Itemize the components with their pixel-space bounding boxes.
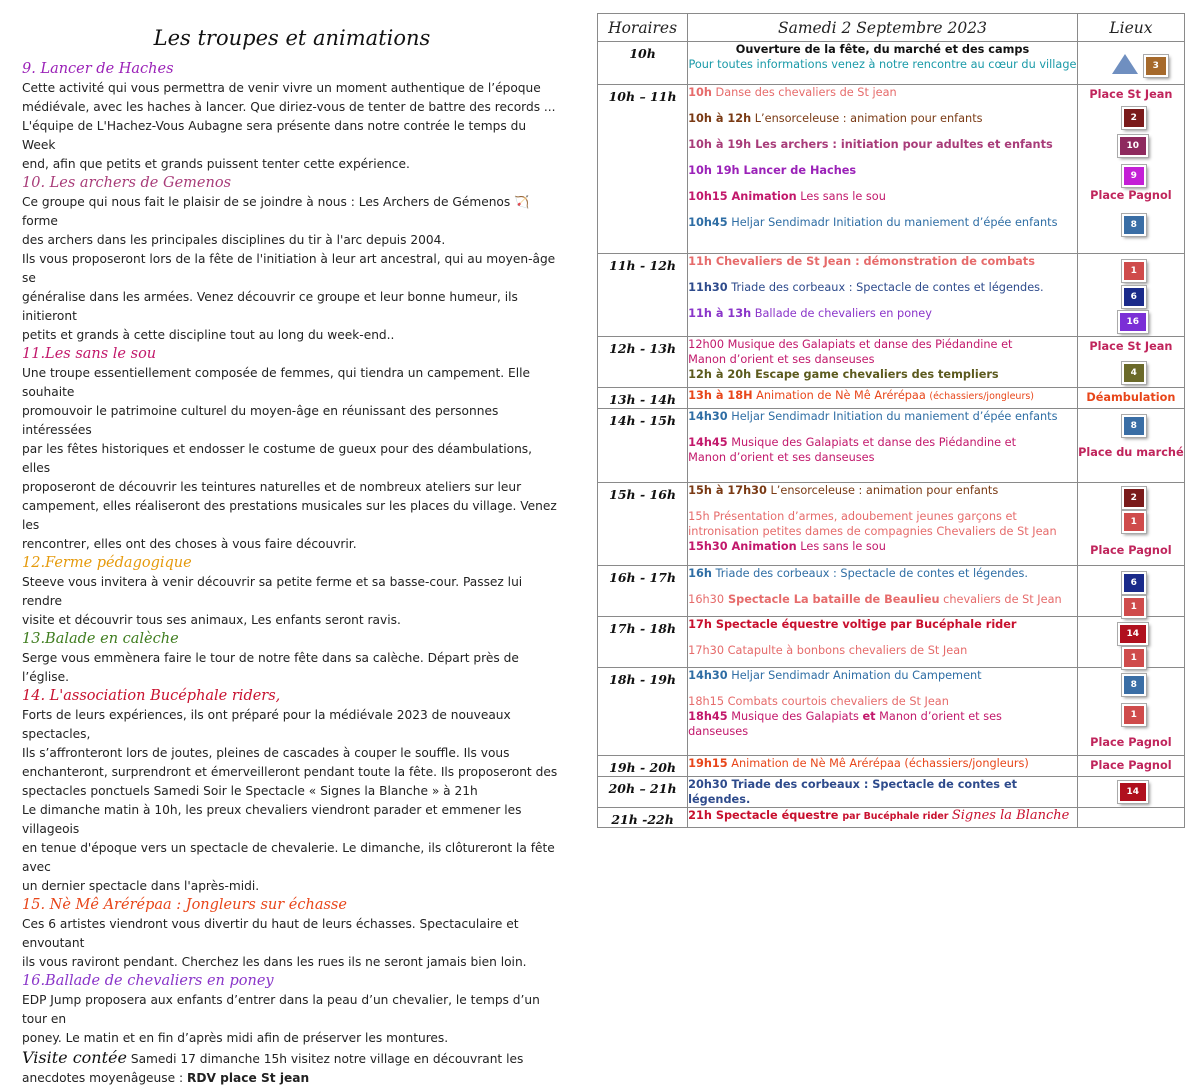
time-slot: 10h – 11h xyxy=(598,85,688,254)
event-text: 10h à 12h xyxy=(688,112,752,125)
event-text: Triade des corbeaux : Spectacle de contes et légendes. xyxy=(711,567,1028,580)
event-text: 11h Chevaliers de St Jean : démonstration de combats xyxy=(688,255,1035,268)
lieu-label: Place St Jean xyxy=(1089,340,1173,353)
event-line xyxy=(688,509,1077,524)
location-number-badge: 6 xyxy=(1122,572,1146,594)
section-line: en tenue d'époque vers un spectacle de chevalerie. Le dimanche, ils clôtureront la fête avec xyxy=(22,841,555,874)
event-text: 10h15 Animation xyxy=(688,190,797,203)
event-line xyxy=(688,694,1077,709)
event-text: 17h Spectacle équestre voltige par Bucéphale rider xyxy=(688,618,1017,631)
section-line: Ces 6 artistes viendront vous divertir du haut de leurs échasses. Spectaculaire et envoutant xyxy=(22,917,519,950)
event-text: Heljar Sendimadr Initiation du maniement d’épée enfants xyxy=(727,410,1058,423)
schedule-row xyxy=(598,808,1185,828)
schedule-table xyxy=(597,13,1185,828)
events-cell xyxy=(688,85,1078,254)
event-text: 13h à 18H xyxy=(688,389,753,402)
time-slot: 19h - 20h xyxy=(598,756,688,777)
event-text: 15h à 17h30 xyxy=(688,484,767,497)
event-line xyxy=(688,450,1077,465)
event-text: Musique des Galapiats et danse des Piédandine et xyxy=(727,436,1017,449)
event-text: Danse des chevaliers de St jean xyxy=(711,86,897,99)
section-line: Steeve vous invitera à venir découvrir sa petite ferme et sa basse-cour. Passez lui rendre xyxy=(22,575,523,608)
event-line xyxy=(688,337,1077,352)
schedule-row xyxy=(598,668,1185,756)
location-number-badge: 14 xyxy=(1118,781,1148,803)
section-line: Cette activité qui vous permettra de venir vivre un moment authentique de l’époque xyxy=(22,81,541,95)
schedule-row xyxy=(598,756,1185,777)
time-slot: 13h - 14h xyxy=(598,388,688,409)
event-text: chevaliers de St Jean xyxy=(939,593,1062,606)
event-text: 15h30 Animation xyxy=(688,540,797,553)
lieu-label: Place Pagnol xyxy=(1090,736,1172,749)
section-line: EDP Jump proposera aux enfants d’entrer dans la peau d’un chevalier, le temps d’un tour en xyxy=(22,993,540,1026)
event-text: 18h45 xyxy=(688,710,728,723)
section-line: Ils s’affronteront lors de joutes, pleines de cascades à couper le souffle. Ils vous xyxy=(22,746,510,760)
event-text: 10h 19h Lancer de Haches xyxy=(688,164,857,177)
event-line xyxy=(688,352,1077,367)
event-text: Présentation d’armes, adoubement jeunes garçons et xyxy=(709,510,1017,523)
lieu-cell xyxy=(1077,483,1184,566)
header-lieux: Lieux xyxy=(1077,14,1184,42)
section-line: L'équipe de L'Hachez-Vous Aubagne sera présente dans notre contrée le temps du Week xyxy=(22,119,527,152)
section-line: poney. Le matin et en fin d’après midi afin de préserver les montures. xyxy=(22,1031,449,1045)
section-line: Le dimanche matin à 10h, les preux chevaliers viendront parader et emmener les villageois xyxy=(22,803,522,836)
section-title: 10. Les archers de Gemenos xyxy=(22,175,232,191)
location-number-badge: 9 xyxy=(1122,165,1146,187)
event-line xyxy=(688,668,1077,683)
event-line xyxy=(688,539,1077,554)
event-text: 15h xyxy=(688,510,710,523)
event-text: Manon d’orient et ses xyxy=(875,710,1002,723)
event-text: 16h xyxy=(688,567,712,580)
section-line: médiévale, avec les haches à lancer. Que diriez-vous de tenter de battre des records ... xyxy=(22,100,556,114)
event-text: Heljar Sendimadr Initiation du maniement d’épée enfants xyxy=(727,216,1058,229)
page-title: Les troupes et animations xyxy=(153,26,431,50)
section-line: enchanteront, surprendront et émerveilleront pendant toute la fête. Ils proposeront des xyxy=(22,765,558,779)
event-text: et xyxy=(862,710,876,723)
events-cell xyxy=(688,483,1078,566)
header-day: Samedi 2 Septembre 2023 xyxy=(688,14,1078,42)
troupes-list xyxy=(22,60,562,1048)
lieu-cell xyxy=(1077,254,1184,337)
event-text: 20h30 Triade des corbeaux : Spectacle de contes et légendes. xyxy=(688,778,1018,806)
event-text: Spectacle La bataille de Beaulieu xyxy=(724,593,940,606)
lieu-cell xyxy=(1077,409,1184,483)
schedule-row xyxy=(598,617,1185,668)
event-text: Triade des corbeaux : Spectacle de contes et légendes. xyxy=(727,281,1044,294)
visite-rdv: RDV place St jean xyxy=(186,1071,310,1085)
location-number-badge: 1 xyxy=(1122,260,1146,282)
location-number-badge: 10 xyxy=(1118,135,1148,157)
lieu-cell xyxy=(1077,388,1184,409)
section-line: Forts de leurs expériences, ils ont préparé pour la médiévale 2023 de nouveaux spectacles, xyxy=(22,708,511,741)
section-line: un dernier spectacle dans l'après-midi. xyxy=(22,879,260,893)
event-text: Musique des Galapiats xyxy=(727,710,863,723)
visite-contee xyxy=(22,1048,562,1088)
location-number-badge: 8 xyxy=(1122,415,1146,437)
schedule-row xyxy=(598,85,1185,254)
event-text: 14h30 xyxy=(688,410,728,423)
event-line xyxy=(688,306,1077,321)
section-title: 14. L'association Bucéphale riders, xyxy=(22,688,281,704)
time-slot: 15h - 16h xyxy=(598,483,688,566)
section-title: 13.Balade en calèche xyxy=(22,631,179,647)
time-slot: 16h - 17h xyxy=(598,566,688,617)
location-number-badge: 6 xyxy=(1122,286,1146,308)
lieu-label: Place du marché xyxy=(1078,446,1184,459)
schedule-row xyxy=(598,409,1185,483)
troupes-panel xyxy=(22,22,562,1085)
event-text: L’ensorceleuse : animation pour enfants xyxy=(751,112,983,125)
location-number-badge: 1 xyxy=(1122,596,1146,618)
lieu-cell xyxy=(1077,668,1184,756)
location-number-badge: 3 xyxy=(1144,55,1168,77)
location-number-badge: 2 xyxy=(1122,487,1146,509)
lieu-label: Place Pagnol xyxy=(1090,544,1172,557)
event-line xyxy=(688,189,1077,204)
lieu-cell xyxy=(1077,617,1184,668)
events-cell xyxy=(688,409,1078,483)
events-cell xyxy=(688,668,1078,756)
event-line xyxy=(688,388,1077,404)
section-line: Ils vous proposeront lors de la fête de l'initiation à leur art ancestral, qui au moyen-âge se xyxy=(22,252,556,285)
events-cell xyxy=(688,254,1078,337)
event-text: 16h30 xyxy=(688,593,725,606)
event-text: 14h45 xyxy=(688,436,728,449)
section-title: 12.Ferme pédagogique xyxy=(22,555,192,571)
events-cell xyxy=(688,566,1078,617)
event-line xyxy=(688,756,1077,771)
event-text: Signes la Blanche xyxy=(951,808,1070,823)
location-number-badge: 8 xyxy=(1122,214,1146,236)
event-line xyxy=(688,42,1077,57)
event-text: 11h à 13h xyxy=(688,307,752,320)
location-number-badge: 8 xyxy=(1122,674,1146,696)
schedule-header-row xyxy=(598,14,1185,42)
section-line: généralise dans les armées. Venez découvrir ce groupe et leur bonne humeur, ils initieront xyxy=(22,290,518,323)
section-line: rencontrer, elles ont des choses à vous faire découvrir. xyxy=(22,537,357,551)
event-text: Les sans le sou xyxy=(796,540,886,553)
events-cell xyxy=(688,388,1078,409)
event-text: 17h30 xyxy=(688,644,725,657)
time-slot: 10h xyxy=(598,42,688,85)
lieu-cell xyxy=(1077,808,1184,828)
event-text: Pour toutes informations venez à notre rencontre au cœur du village xyxy=(688,58,1077,71)
event-text: intronisation petites dames de compagnies Chevaliers de St Jean xyxy=(688,525,1057,538)
lieu-cell xyxy=(1077,85,1184,254)
lieu-cell xyxy=(1077,777,1184,808)
event-line xyxy=(688,215,1077,230)
event-text: (échassiers/jongleurs) xyxy=(929,391,1035,402)
time-slot: 20h – 21h xyxy=(598,777,688,808)
section-line: petits et grands à cette discipline tout au long du week-end.. xyxy=(22,328,395,342)
time-slot: 18h - 19h xyxy=(598,668,688,756)
event-line xyxy=(688,483,1077,498)
schedule-row xyxy=(598,42,1185,85)
time-slot: 21h -22h xyxy=(598,808,688,828)
section-line: Une troupe essentiellement composée de femmes, qui tiendra un campement. Elle souhaite xyxy=(22,366,530,399)
event-line xyxy=(688,724,1077,739)
event-line xyxy=(688,163,1077,178)
section-line: spectacles ponctuels Samedi Soir le Spectacle « Signes la Blanche » à 21h xyxy=(22,784,478,798)
event-line xyxy=(688,592,1077,607)
lieu-label: Déambulation xyxy=(1086,391,1176,404)
event-text: L’ensorceleuse : animation pour enfants xyxy=(766,484,999,497)
section-line: visite et découvrir tous ses animaux, Les enfants seront ravis. xyxy=(22,613,401,627)
event-text: Heljar Sendimadr Animation du Campement xyxy=(727,669,982,682)
location-number-badge: 1 xyxy=(1122,511,1146,533)
event-line xyxy=(688,85,1077,100)
events-cell xyxy=(688,337,1078,388)
event-text: 18h15 xyxy=(688,695,725,708)
time-slot: 12h - 13h xyxy=(598,337,688,388)
section-line: end, afin que petits et grands puissent tenter cette expérience. xyxy=(22,157,410,171)
event-line xyxy=(688,566,1077,581)
time-slot: 11h - 12h xyxy=(598,254,688,337)
section-line: promouvoir le patrimoine culturel du moyen-âge en réunissant des personnes intéressées xyxy=(22,404,499,437)
schedule-row xyxy=(598,337,1185,388)
lieu-label: Place Pagnol xyxy=(1090,189,1172,202)
lieu-cell xyxy=(1077,756,1184,777)
time-slot: 17h - 18h xyxy=(598,617,688,668)
schedule-row xyxy=(598,483,1185,566)
event-text: 21h Spectacle équestre xyxy=(688,809,843,822)
section-title: 15. Nè Mê Arérépaa : Jongleurs sur échasse xyxy=(22,897,347,913)
event-line xyxy=(688,137,1077,152)
event-text: 10h à 19h Les archers : initiation pour adultes et enfants xyxy=(688,138,1053,151)
event-text: 14h30 xyxy=(688,669,728,682)
events-cell xyxy=(688,756,1078,777)
event-line xyxy=(688,111,1077,126)
event-text: danseuses xyxy=(688,725,749,738)
visite-title: Visite contée xyxy=(22,1048,127,1067)
event-line xyxy=(688,367,1077,382)
event-text: Musique des Galapiats et danse des Piédandine et xyxy=(724,338,1013,351)
schedule-row xyxy=(598,566,1185,617)
events-cell xyxy=(688,42,1078,85)
event-text: Manon d’orient et ses danseuses xyxy=(688,353,875,366)
section-line: proposeront de découvrir les teintures naturelles et de nombreux ateliers sur leur xyxy=(22,480,522,494)
event-text: Animation de Nè Mê Arérépaa xyxy=(752,389,930,402)
section-line: Serge vous emmènera faire le tour de notre fête dans sa calèche. Départ près de l’église. xyxy=(22,651,519,684)
section-title: 11.Les sans le sou xyxy=(22,346,157,362)
event-line xyxy=(688,254,1077,269)
section-line: campement, elles réaliseront des prestations musicales sur les places du village. Venez les xyxy=(22,499,557,532)
events-cell xyxy=(688,777,1078,808)
section-line: Ce groupe qui nous fait le plaisir de se joindre à nous : Les Archers de Gémenos 🏹 forme xyxy=(22,195,530,228)
event-text: Combats courtois chevaliers de St Jean xyxy=(724,695,949,708)
location-number-badge: 1 xyxy=(1122,704,1146,726)
schedule-body xyxy=(598,42,1185,828)
event-line xyxy=(688,435,1077,450)
time-slot: 14h - 15h xyxy=(598,409,688,483)
event-line xyxy=(688,280,1077,295)
schedule-row xyxy=(598,388,1185,409)
schedule-row xyxy=(598,777,1185,808)
event-line xyxy=(688,777,1077,807)
event-line xyxy=(688,617,1077,632)
location-number-badge: 2 xyxy=(1122,107,1146,129)
event-line xyxy=(688,709,1077,724)
location-number-badge: 14 xyxy=(1118,623,1148,645)
lieu-label: Place Pagnol xyxy=(1090,759,1172,772)
lieu-label: Place St Jean xyxy=(1089,88,1173,101)
location-number-badge: 1 xyxy=(1122,647,1146,669)
event-line xyxy=(688,409,1077,424)
event-line xyxy=(688,808,1077,824)
events-cell xyxy=(688,617,1078,668)
event-text: 19h15 xyxy=(688,757,728,770)
section-line: des archers dans les principales disciplines du tir à l'arc depuis 2004. xyxy=(22,233,446,247)
event-text: Ouverture de la fête, du marché et des camps xyxy=(735,43,1030,56)
visite-text-2: anecdotes moyenâgeuse : xyxy=(22,1071,187,1085)
event-text: Les sans le sou xyxy=(796,190,886,203)
header-horaires: Horaires xyxy=(598,14,688,42)
section-title: 9. Lancer de Haches xyxy=(22,61,174,77)
event-text: Catapulte à bonbons chevaliers de St Jean xyxy=(724,644,968,657)
event-text: 10h xyxy=(688,86,712,99)
event-text: 11h30 xyxy=(688,281,728,294)
event-text: 12h à 20h Escape game chevaliers des templiers xyxy=(688,368,999,381)
event-text: 10h45 xyxy=(688,216,728,229)
event-line xyxy=(688,643,1077,658)
lieu-cell xyxy=(1077,566,1184,617)
event-line xyxy=(688,524,1077,539)
location-number-badge: 16 xyxy=(1118,311,1148,333)
events-cell xyxy=(688,808,1078,828)
visite-text: Samedi 17 dimanche 15h visitez notre village en découvrant les xyxy=(126,1052,524,1066)
lieu-cell xyxy=(1077,337,1184,388)
event-text: Animation de Nè Mê Arérépaa (échassiers/jongleurs) xyxy=(727,757,1029,770)
tent-icon xyxy=(1112,54,1138,74)
location-number-badge: 4 xyxy=(1122,362,1146,384)
section-line: par les fêtes historiques et endosser le costume de gueux pour des déambulations, elles xyxy=(22,442,533,475)
event-line xyxy=(688,57,1077,72)
event-text: par Bucéphale rider xyxy=(842,811,952,822)
event-text: 12h00 xyxy=(688,338,725,351)
schedule-row xyxy=(598,254,1185,337)
section-line: ils vous raviront pendant. Cherchez les dans les rues ils ne seront jamais bien loin. xyxy=(22,955,527,969)
lieu-cell xyxy=(1077,42,1184,85)
section-title: 16.Ballade de chevaliers en poney xyxy=(22,973,274,989)
event-text: Manon d’orient et ses danseuses xyxy=(688,451,875,464)
event-text: Ballade de chevaliers en poney xyxy=(751,307,932,320)
